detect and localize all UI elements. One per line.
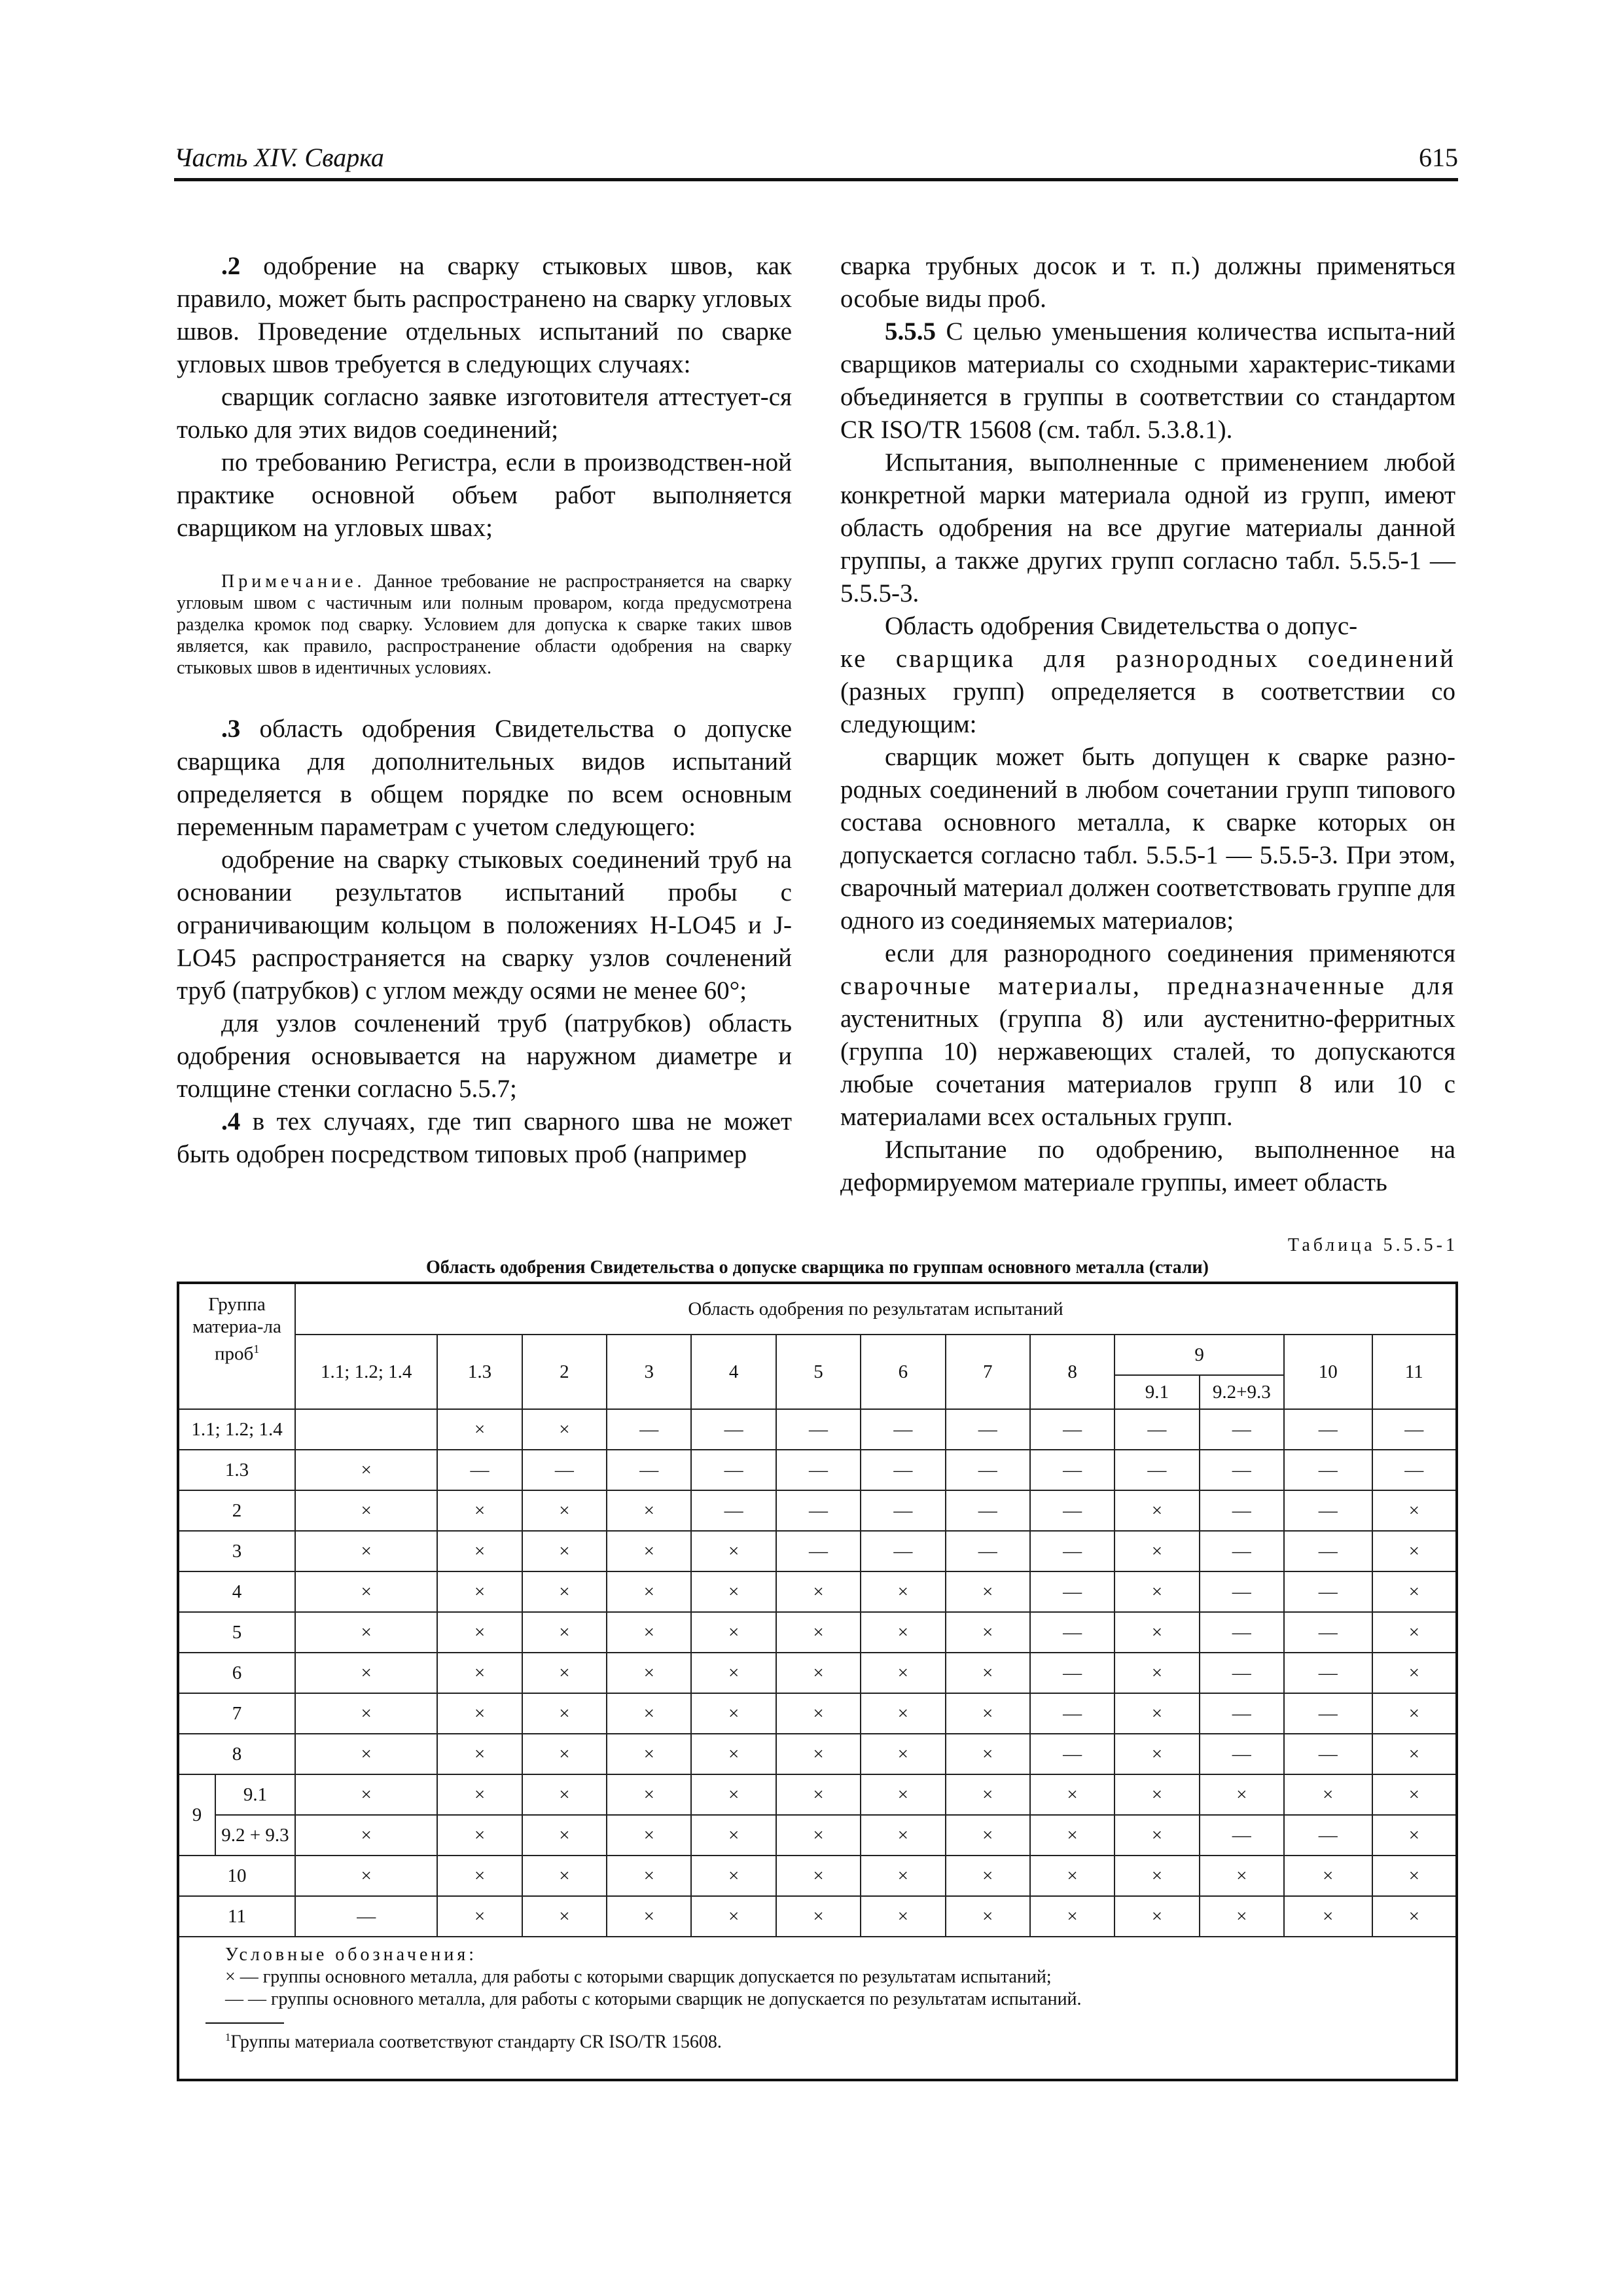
legend-item: × — группы основного металла, для работы с которыми сварщик допускается по результатам испытаний; — [225, 1967, 1052, 1987]
table-cell: — — [1372, 1450, 1457, 1490]
table-row — [178, 1571, 1457, 1612]
table-cell: — — [946, 1409, 1030, 1450]
table-cell: × — [1372, 1612, 1457, 1653]
column-header: 11 — [1372, 1335, 1457, 1409]
table-cell: × — [437, 1409, 522, 1450]
table-cell: — — [1284, 1612, 1372, 1653]
paragraph — [840, 315, 1455, 446]
table-cell: × — [522, 1653, 607, 1693]
table-cell: — — [691, 1490, 776, 1531]
paragraph: Испытания, выполненные с применением любой конкретной марки материала одной из групп, имеют область одобрения на все другие материалы данной группы, а также других групп согласно табл. 5.5.5-1 — 5.5.5-3. — [840, 448, 1455, 607]
table-cell: × — [861, 1734, 945, 1774]
row-header: 1.3 — [178, 1450, 295, 1490]
table-cell: × — [861, 1693, 945, 1734]
table-cell: × — [1200, 1856, 1284, 1896]
table-cell: × — [607, 1693, 691, 1734]
table-row — [178, 1774, 1457, 1815]
table-cell: — — [1030, 1531, 1115, 1571]
footnote-divider — [205, 2022, 284, 2024]
table-cell: × — [776, 1856, 861, 1896]
table-cell: × — [691, 1856, 776, 1896]
table-cell: × — [437, 1693, 522, 1734]
paragraph: сварщик согласно заявке изготовителя аттестует-ся только для этих видов соединений; — [177, 383, 792, 444]
table-cell: × — [1115, 1612, 1199, 1653]
table-cell: — — [1030, 1409, 1115, 1450]
paragraph-text: С целью уменьшения количества испыта-ний сварщиков материалы со сходными характерис-тиками объединяется в группы в соответствии со стандартом CR ISO/TR 15608 (см. табл. 5.3.8.1). — [840, 317, 1455, 444]
table-cell: × — [437, 1856, 522, 1896]
row-header: 7 — [178, 1693, 295, 1734]
column-header: 1.1; 1.2; 1.4 — [295, 1335, 437, 1409]
table-cell: × — [437, 1571, 522, 1612]
table-cell: × — [1372, 1693, 1457, 1734]
table-row — [178, 1896, 1457, 1937]
table-cell: — — [1030, 1450, 1115, 1490]
table-label: Таблица 5.5.5-1 — [1287, 1235, 1458, 1255]
paragraph: сварщик может быть допущен к сварке разно-родных соединений в любом сочетании групп типового состава основного металла, к сварке которых он допускается согласно табл. 5.5.5-1 — 5.5.5-3. При этом, сварочный материал должен соответствовать группе для одного из соединяемых материалов; — [840, 743, 1455, 935]
table-cell: — — [1284, 1450, 1372, 1490]
table-cell: — — [776, 1409, 861, 1450]
table-cell: × — [522, 1815, 607, 1856]
row-header: 5 — [178, 1612, 295, 1653]
paragraph — [177, 713, 792, 844]
column-header: 2 — [522, 1335, 607, 1409]
paragraph: сварка трубных досок и т. п.) должны применяться особые виды проб. — [840, 252, 1455, 313]
table-cell: × — [946, 1774, 1030, 1815]
table-cell: × — [1030, 1815, 1115, 1856]
table-cell: — — [1200, 1653, 1284, 1693]
page-number: 615 — [1419, 143, 1458, 172]
column-header: 10 — [1284, 1335, 1372, 1409]
table-row — [178, 1734, 1457, 1774]
row-header: 4 — [178, 1571, 295, 1612]
table-cell: — — [295, 1896, 437, 1937]
table-cell: — — [1200, 1490, 1284, 1531]
table-row — [178, 1531, 1457, 1571]
table-cell: — — [776, 1531, 861, 1571]
table-cell: — — [1284, 1571, 1372, 1612]
table-cell: × — [1200, 1774, 1284, 1815]
paragraph-text: Область одобрения Свидетельства о допус- — [885, 612, 1358, 640]
table-cell: — — [1284, 1693, 1372, 1734]
paragraph: по требованию Регистра, если в производствен-ной практике основной объем работ выполняется сварщиком на угловых швах; — [177, 448, 792, 542]
table-cell: × — [691, 1734, 776, 1774]
row-header: 8 — [178, 1734, 295, 1774]
column-header: 7 — [946, 1335, 1030, 1409]
table-cell: × — [295, 1612, 437, 1653]
table-cell: × — [1372, 1653, 1457, 1693]
table-cell: — — [1372, 1409, 1457, 1450]
legend-row — [178, 1937, 1457, 2080]
table-cell: — — [1200, 1693, 1284, 1734]
table-cell: — — [1200, 1531, 1284, 1571]
sub-column-header: 9.1 — [1115, 1375, 1199, 1409]
table-cell: × — [1115, 1774, 1199, 1815]
paragraph — [840, 610, 1455, 741]
paragraph: для узлов сочленений труб (патрубков) область одобрения основывается на наружном диаметре и толщине стенки согласно 5.5.7; — [177, 1009, 792, 1103]
legend-item: — — группы основного металла, для работы с которыми сварщик не допускается по результатам испытаний. — [225, 1989, 1082, 2009]
paragraph-text: область одобрения Свидетельства о допуске сварщика для дополнительных видов испытаний определяется в общем порядке по всем основным переменным параметрам с учетом следующего: — [177, 715, 792, 841]
table-cell: × — [1372, 1774, 1457, 1815]
table-cell: × — [437, 1490, 522, 1531]
table-cell: × — [1115, 1734, 1199, 1774]
table-cell: × — [295, 1653, 437, 1693]
table-cell: — — [1030, 1612, 1115, 1653]
table-cell: × — [295, 1693, 437, 1734]
table-cell: × — [522, 1774, 607, 1815]
table-cell: — — [1284, 1531, 1372, 1571]
table-row — [178, 1653, 1457, 1693]
right-column — [840, 250, 1455, 1199]
table-cell: × — [776, 1612, 861, 1653]
table-cell: × — [1115, 1653, 1199, 1693]
table-cell: × — [607, 1531, 691, 1571]
paragraph — [177, 250, 792, 381]
column-header: 6 — [861, 1335, 945, 1409]
table-cell: × — [691, 1774, 776, 1815]
table-cell: × — [946, 1815, 1030, 1856]
left-column — [177, 250, 792, 1171]
clause-number: .4 — [221, 1107, 241, 1136]
paragraph-text: аустенитных (группа 8) или аустенитно-ферритных (группа 10) нержавеющих сталей, то допускаются любые сочетания материалов групп 8 или 10 с материалами всех остальных групп. — [840, 1005, 1455, 1131]
column-header: 9 — [1115, 1335, 1284, 1375]
paragraph-text-spaced: сварочные материалы, предназначенные для — [840, 972, 1455, 1000]
table-cell: — — [1030, 1734, 1115, 1774]
table-cell: — — [1284, 1815, 1372, 1856]
table-cell: × — [1284, 1896, 1372, 1937]
table-cell: × — [295, 1531, 437, 1571]
legend-title: Условные обозначения: — [225, 1945, 478, 1965]
table-cell: × — [607, 1734, 691, 1774]
table-cell: × — [776, 1693, 861, 1734]
clause-number: .2 — [221, 252, 241, 280]
table-cell: × — [607, 1653, 691, 1693]
table-cell: — — [946, 1450, 1030, 1490]
paragraph-text-spaced: ке сварщика для разнородных соединений — [840, 645, 1455, 673]
table-cell: — — [1284, 1734, 1372, 1774]
paragraph-text: одобрение на сварку стыковых швов, как правило, может быть распространено на сварку угловых швов. Проведение отдельных испытаний по сварке угловых швов требуется в следующих случаях: — [177, 252, 792, 378]
table-cell: — — [1030, 1571, 1115, 1612]
table-cell: — — [1200, 1815, 1284, 1856]
column-header: 3 — [607, 1335, 691, 1409]
table-cell: × — [1115, 1693, 1199, 1734]
table-cell: × — [295, 1571, 437, 1612]
column-header: 1.3 — [437, 1335, 522, 1409]
table-cell: × — [776, 1653, 861, 1693]
table-cell: × — [522, 1571, 607, 1612]
table-cell: × — [295, 1490, 437, 1531]
table-cell: — — [861, 1409, 945, 1450]
table-row — [178, 1450, 1457, 1490]
table-row — [178, 1409, 1457, 1450]
table-cell: × — [295, 1734, 437, 1774]
table-cell: — — [1284, 1653, 1372, 1693]
table-cell: × — [1200, 1896, 1284, 1937]
table-cell: — — [522, 1450, 607, 1490]
group-9-label: 9 — [178, 1774, 215, 1856]
row-header: 9.2 + 9.3 — [215, 1815, 295, 1856]
table-cell: × — [437, 1612, 522, 1653]
footnote-marker: 1 — [253, 1342, 260, 1355]
footnote — [225, 2026, 1410, 2053]
paragraph — [177, 1105, 792, 1171]
table-caption — [177, 1234, 1458, 1279]
table-cell: × — [1115, 1490, 1199, 1531]
table-row — [178, 1815, 1457, 1856]
table-cell: × — [1372, 1734, 1457, 1774]
table-cell: × — [607, 1490, 691, 1531]
table-cell: × — [861, 1774, 945, 1815]
table-cell: × — [861, 1815, 945, 1856]
table-cell: × — [522, 1531, 607, 1571]
clause-number: .3 — [221, 715, 241, 743]
table-cell: × — [295, 1815, 437, 1856]
table-cell: × — [437, 1896, 522, 1937]
table-cell: × — [776, 1734, 861, 1774]
table-body — [178, 1409, 1457, 1937]
table-cell: × — [861, 1612, 945, 1653]
table-cell: × — [607, 1571, 691, 1612]
table-cell: × — [522, 1409, 607, 1450]
table-cell: — — [691, 1409, 776, 1450]
table-cell: × — [437, 1815, 522, 1856]
table-cell: — — [1115, 1409, 1199, 1450]
table-cell: × — [1115, 1896, 1199, 1937]
footnote-text: Группы материала соответствуют стандарту CR ISO/TR 15608. — [230, 2032, 722, 2053]
note — [177, 571, 792, 679]
table-cell: × — [522, 1490, 607, 1531]
note-label: Примечание. — [221, 571, 366, 592]
table-cell: × — [776, 1571, 861, 1612]
table-cell: — — [1200, 1409, 1284, 1450]
corner-header — [178, 1283, 295, 1409]
table-cell: × — [946, 1571, 1030, 1612]
table-cell: × — [1372, 1896, 1457, 1937]
running-title: Часть XIV. Сварка — [174, 143, 384, 172]
table-cell: — — [1030, 1693, 1115, 1734]
table-cell: × — [1115, 1856, 1199, 1896]
table-cell: — — [1030, 1653, 1115, 1693]
table-cell: × — [1115, 1571, 1199, 1612]
table-cell: × — [1030, 1896, 1115, 1937]
table-cell: × — [607, 1612, 691, 1653]
table-cell: × — [522, 1896, 607, 1937]
table-cell: — — [946, 1531, 1030, 1571]
table-cell: × — [776, 1774, 861, 1815]
table-cell: — — [1200, 1450, 1284, 1490]
table-cell: × — [1284, 1856, 1372, 1896]
table-cell: × — [946, 1693, 1030, 1734]
table-row — [178, 1612, 1457, 1653]
table-cell: — — [776, 1450, 861, 1490]
table-cell: × — [691, 1896, 776, 1937]
note-text: Данное требование не распространяется на сварку угловым швом с частичным или полным проваром, когда предусмотрена разделка кромок под сварку. Условием для допуска к сварке таких швов является, как правило, распространение области одобрения на сварку стыковых швов в идентичных условиях. — [177, 571, 792, 678]
table-cell: × — [946, 1896, 1030, 1937]
table-cell: — — [1200, 1734, 1284, 1774]
table-cell: × — [1115, 1531, 1199, 1571]
table-row — [178, 1693, 1457, 1734]
paragraph-text: в тех случаях, где тип сварного шва не может быть одобрен посредством типовых проб (например — [177, 1107, 792, 1168]
table-cell: × — [522, 1734, 607, 1774]
table-cell: — — [861, 1531, 945, 1571]
row-header: 6 — [178, 1653, 295, 1693]
table-cell: — — [1200, 1612, 1284, 1653]
table-cell: × — [776, 1815, 861, 1856]
table-cell: × — [437, 1653, 522, 1693]
table-cell: × — [861, 1856, 945, 1896]
table-cell: — — [1284, 1409, 1372, 1450]
column-header: 4 — [691, 1335, 776, 1409]
table-header-row — [178, 1283, 1457, 1335]
table-cell: — — [607, 1409, 691, 1450]
page-header — [174, 141, 1458, 181]
table-cell: — — [861, 1450, 945, 1490]
table-cell: × — [295, 1774, 437, 1815]
table-cell: × — [1030, 1774, 1115, 1815]
table-cell: × — [1372, 1856, 1457, 1896]
span-header: Область одобрения по результатам испытаний — [295, 1283, 1457, 1335]
table-cell: × — [946, 1653, 1030, 1693]
clause-number: 5.5.5 — [885, 317, 936, 346]
table-cell: × — [295, 1856, 437, 1896]
table-cell: × — [861, 1571, 945, 1612]
table-title: Область одобрения Свидетельства о допуске сварщика по группам основного металла (стали) — [426, 1257, 1209, 1278]
row-header: 3 — [178, 1531, 295, 1571]
table-cell: × — [1372, 1490, 1457, 1531]
footnote-marker: 1 — [225, 2031, 231, 2043]
table-cell: × — [1372, 1815, 1457, 1856]
sub-column-header: 9.2+9.3 — [1200, 1375, 1284, 1409]
table-cell: — — [776, 1490, 861, 1531]
table-cell — [295, 1409, 437, 1450]
table-cell: × — [691, 1612, 776, 1653]
table-cell: × — [295, 1450, 437, 1490]
corner-header-text: Группа материа-ла проб — [192, 1294, 281, 1365]
table-cell: × — [1372, 1571, 1457, 1612]
table-cell: × — [946, 1856, 1030, 1896]
table-cell: × — [607, 1896, 691, 1937]
table-cell: — — [691, 1450, 776, 1490]
table-cell: — — [437, 1450, 522, 1490]
row-header: 11 — [178, 1896, 295, 1937]
table-cell: × — [691, 1693, 776, 1734]
table-cell: × — [861, 1653, 945, 1693]
table-cell: × — [691, 1531, 776, 1571]
paragraph: одобрение на сварку стыковых соединений труб на основании результатов испытаний пробы с ограничивающим кольцом в положениях H-LO45 и J-LO45 распространяется на сварку узлов сочленений труб (патрубков) с углом между осями не менее 60°; — [177, 846, 792, 1005]
table-cell: × — [437, 1531, 522, 1571]
legend-cell — [178, 1937, 1457, 2080]
table-cell: × — [607, 1856, 691, 1896]
table-cell: — — [861, 1490, 945, 1531]
table-cell: — — [607, 1450, 691, 1490]
row-header: 2 — [178, 1490, 295, 1531]
table-cell: × — [607, 1774, 691, 1815]
table-cell: × — [1115, 1815, 1199, 1856]
table-cell: × — [437, 1734, 522, 1774]
column-header: 5 — [776, 1335, 861, 1409]
table-cell: × — [1030, 1856, 1115, 1896]
table-cell: × — [522, 1693, 607, 1734]
table-cell: × — [607, 1815, 691, 1856]
table-row — [178, 1490, 1457, 1531]
table-cell: — — [1284, 1490, 1372, 1531]
table-cell: × — [691, 1815, 776, 1856]
table-cell: — — [1030, 1490, 1115, 1531]
column-header: 8 — [1030, 1335, 1115, 1409]
table-cell: — — [946, 1490, 1030, 1531]
table-header-row — [178, 1335, 1457, 1375]
table-cell: × — [691, 1571, 776, 1612]
table-cell: × — [1372, 1531, 1457, 1571]
table-cell: × — [1284, 1774, 1372, 1815]
table-cell: × — [861, 1896, 945, 1937]
row-header: 10 — [178, 1856, 295, 1896]
paragraph — [840, 937, 1455, 1134]
row-header: 9.1 — [215, 1774, 295, 1815]
table-cell: — — [1115, 1450, 1199, 1490]
table-cell: × — [437, 1774, 522, 1815]
table-cell: × — [946, 1612, 1030, 1653]
table-cell: — — [1200, 1571, 1284, 1612]
table-cell: × — [522, 1612, 607, 1653]
approval-table — [177, 1282, 1458, 2081]
paragraph-text: если для разнородного соединения применяются — [885, 939, 1455, 967]
table-cell: × — [522, 1856, 607, 1896]
paragraph: Испытание по одобрению, выполненное на деформируемом материале группы, имеет область — [840, 1136, 1455, 1196]
row-header: 1.1; 1.2; 1.4 — [178, 1409, 295, 1450]
table-row — [178, 1856, 1457, 1896]
paragraph-text: (разных групп) определяется в соответствии со следующим: — [840, 677, 1455, 738]
table-cell: × — [691, 1653, 776, 1693]
table-cell: × — [776, 1896, 861, 1937]
table-cell: × — [946, 1734, 1030, 1774]
